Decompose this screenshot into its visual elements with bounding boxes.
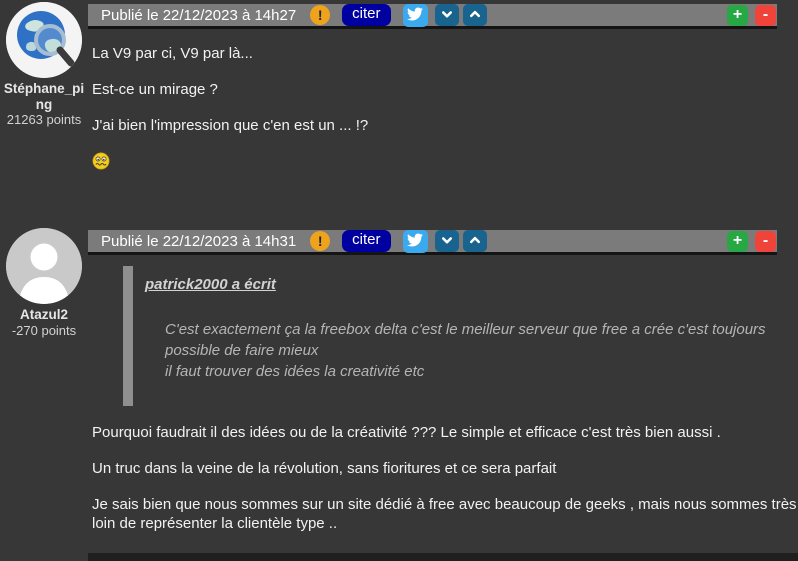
- globe-magnifier-icon: [6, 2, 82, 78]
- woozy-smiley-icon: [92, 152, 110, 170]
- post2-body: [92, 423, 798, 550]
- quote-line: il faut trouver des idées la creativité etc: [165, 363, 425, 380]
- author-name[interactable]: Atazul2: [19, 307, 68, 322]
- avatar[interactable]: [6, 2, 82, 78]
- author-points: 21263 points: [6, 112, 82, 128]
- move-down-button[interactable]: [435, 4, 459, 26]
- post-paragraph: Je sais bien que nous sommes sur un site dédié à free avec beaucoup de geeks , mais nous sommes très loin de représenter la clientèle type ..: [92, 496, 797, 532]
- chevron-down-icon: [438, 231, 456, 252]
- twitter-share-button[interactable]: [403, 4, 428, 27]
- post-paragraph: Est-ce un mirage ?: [92, 81, 218, 98]
- post2-header-bar: [88, 230, 777, 255]
- author-points: -270 points: [11, 322, 77, 338]
- published-date: Publié le 22/12/2023 à 14h27: [101, 6, 297, 24]
- quoted-message: [123, 266, 795, 406]
- twitter-bird-icon: [407, 6, 423, 25]
- chevron-down-icon: [438, 5, 456, 26]
- quote-author-title[interactable]: patrick2000 a écrit: [145, 276, 276, 293]
- chevron-up-icon: [466, 231, 484, 252]
- default-person-icon: [6, 228, 82, 304]
- post1-author-column: [0, 2, 88, 128]
- report-warning-icon[interactable]: !: [310, 231, 330, 251]
- downvote-button[interactable]: -: [755, 5, 776, 26]
- quote-button[interactable]: citer: [342, 230, 390, 253]
- quote-line: C'est exactement ça la freebox delta c'est le meilleur serveur que free a crée c'est toujours possible de faire mieux: [165, 321, 766, 359]
- move-up-button[interactable]: [463, 230, 487, 252]
- post1-header-bar: [88, 4, 777, 29]
- post-paragraph: Pourquoi faudrait il des idées ou de la créativité ??? Le simple et efficace c'est très bien aussi .: [92, 424, 721, 441]
- move-down-button[interactable]: [435, 230, 459, 252]
- post-paragraph: La V9 par ci, V9 par là...: [92, 45, 253, 62]
- twitter-bird-icon: [407, 232, 423, 251]
- post1-body: [92, 44, 792, 170]
- move-up-button[interactable]: [463, 4, 487, 26]
- report-warning-icon[interactable]: !: [310, 5, 330, 25]
- upvote-button[interactable]: +: [727, 231, 748, 252]
- quote-content: [133, 266, 795, 406]
- downvote-button[interactable]: -: [755, 231, 776, 252]
- post2-author-column: [0, 228, 88, 338]
- twitter-share-button[interactable]: [403, 230, 428, 253]
- quote-button[interactable]: citer: [342, 4, 390, 27]
- avatar[interactable]: [6, 228, 82, 304]
- post-paragraph: J'ai bien l'impression que c'en est un ... !?: [92, 117, 369, 134]
- published-date: Publié le 22/12/2023 à 14h31: [101, 232, 297, 250]
- quote-text: [165, 319, 795, 382]
- post-paragraph: Un truc dans la veine de la révolution, sans fioritures et ce sera parfait: [92, 460, 557, 477]
- quote-bar: [123, 266, 133, 406]
- next-post-divider: [88, 553, 798, 561]
- author-name[interactable]: Stéphane_ping: [3, 81, 85, 112]
- chevron-up-icon: [466, 5, 484, 26]
- upvote-button[interactable]: +: [727, 5, 748, 26]
